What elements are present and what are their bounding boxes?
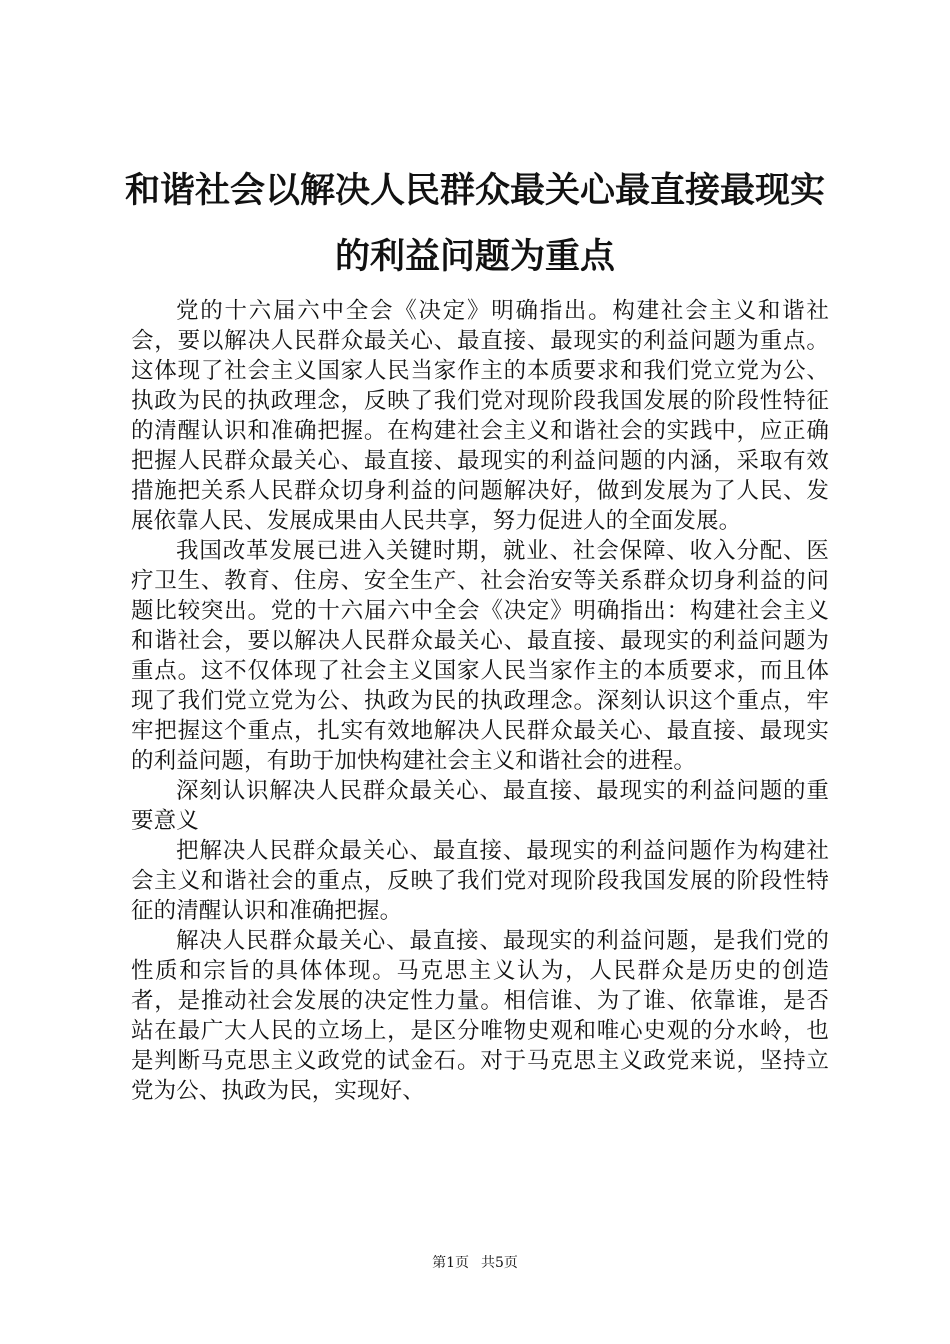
paragraph-4: 解决人民群众最关心、最直接、最现实的利益问题，是我们党的性质和宗旨的具体体现。马克思主义认为，人民群众是历史的创造者，是推动社会发展的决定性力量。相信谁、为了谁、依靠谁，是否站在最广大人民的立场上，是区分唯物史观和唯心史观的分水岭，也是判断马克思主义政党的试金石。对于马克思主义政党来说，坚持立党为公、执政为民，实现好、 [131, 928, 829, 1104]
document-title [120, 158, 830, 290]
page-number: 第1页 [432, 1255, 469, 1271]
paragraph-1: 党的十六届六中全会《决定》明确指出。构建社会主义和谐社会，要以解决人民群众最关心、最直接、最现实的利益问题为重点。这体现了社会主义国家人民当家作主的本质要求和我们党立党为公、执政为民的执政理念，反映了我们党对现阶段我国发展的阶段性特征的清醒认识和准确把握。在构建社会主义和谐社会的实践中，应正确把握人民群众最关心、最直接、最现实的利益问题的内涵，采取有效措施把关系人民群众切身利益的问题解决好，做到发展为了人民、发展依靠人民、发展成果由人民共享，努力促进人的全面发展。 [131, 298, 829, 534]
title-line-1: 和谐社会以解决人民群众最关心最直接最现实 [124, 171, 825, 211]
paragraph-2: 我国改革发展已进入关键时期，就业、社会保障、收入分配、医疗卫生、教育、住房、安全生产、社会治安等关系群众切身利益的问题比较突出。党的十六届六中全会《决定》明确指出：构建社会主义和谐社会，要以解决人民群众最关心、最直接、最现实的利益问题为重点。这不仅体现了社会主义国家人民当家作主的本质要求，而且体现了我们党立党为公、执政为民的执政理念。深刻认识这个重点，牢牢把握这个重点，扎实有效地解决人民群众最关心、最直接、最现实的利益问题，有助于加快构建社会主义和谐社会的进程。 [131, 538, 829, 774]
title-line-2: 的利益问题为重点 [334, 237, 615, 277]
page-total: 共5页 [481, 1255, 518, 1271]
section-heading: 深刻认识解决人民群众最关心、最直接、最现实的利益问题的重要意义 [131, 778, 829, 834]
paragraph-3: 把解决人民群众最关心、最直接、最现实的利益问题作为构建社会主义和谐社会的重点，反映了我们党对现阶段我国发展的阶段性特征的清醒认识和准确把握。 [131, 838, 829, 924]
document-body [131, 296, 829, 1106]
page-footer [0, 1254, 950, 1272]
